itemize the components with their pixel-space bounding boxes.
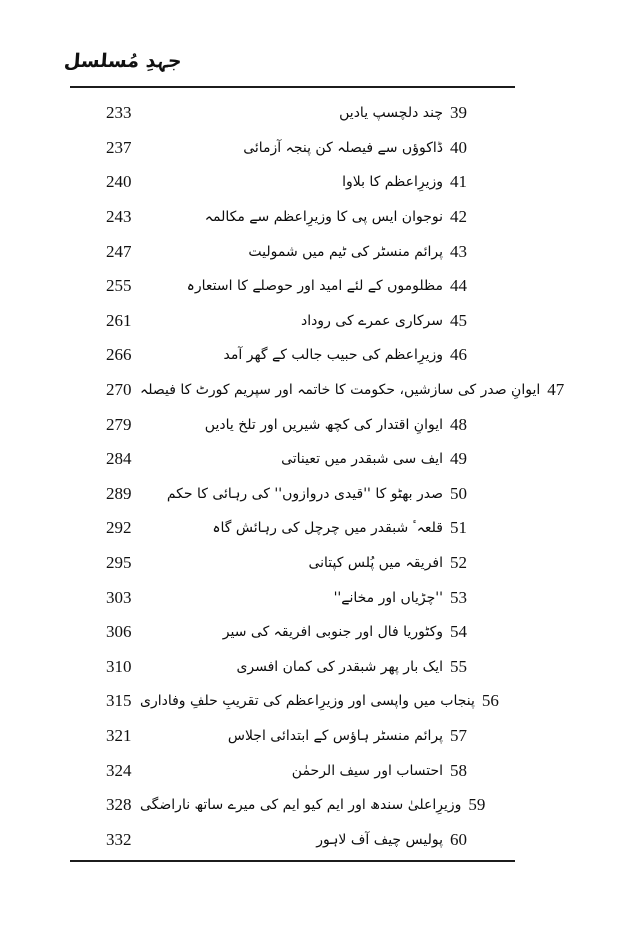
toc-page-number: 310 <box>106 656 132 676</box>
toc-chapter-number: 51 <box>450 518 467 538</box>
toc-entry <box>140 795 485 815</box>
book-title: جہدِ مُسلسل <box>63 50 183 72</box>
toc-chapter-title: ڈاکوؤں سے فیصلہ کن پنجہ آزمائی <box>243 139 443 156</box>
toc-chapter-title: چند دلچسپ یادیں <box>339 105 443 122</box>
toc-page-number: 284 <box>106 449 132 469</box>
toc-entry <box>339 103 467 123</box>
toc-chapter-number: 48 <box>450 414 467 434</box>
toc-row <box>106 442 467 477</box>
bottom-divider <box>70 860 515 862</box>
toc-chapter-number: 57 <box>450 725 467 745</box>
toc-chapter-number: 42 <box>450 207 467 227</box>
toc-list <box>106 96 565 857</box>
toc-page-number: 292 <box>106 518 132 538</box>
toc-entry <box>243 138 467 158</box>
toc-row <box>106 407 467 442</box>
toc-page-number: 261 <box>106 310 132 330</box>
top-divider <box>70 86 515 88</box>
toc-chapter-title: نوجوان ایس پی کا وزیرِاعظم سے مکالمہ <box>204 209 443 226</box>
toc-row <box>106 96 467 131</box>
toc-chapter-number: 56 <box>481 691 499 711</box>
toc-page-number: 237 <box>106 137 132 157</box>
toc-chapter-title: ایوانِ اقتدار کی کچھ شیریں اور تلخ یادیں <box>204 416 443 433</box>
toc-page-number: 255 <box>106 276 132 296</box>
toc-entry <box>308 553 467 573</box>
toc-page-number: 233 <box>106 103 132 123</box>
toc-chapter-number: 43 <box>450 241 467 261</box>
toc-entry <box>167 484 467 504</box>
toc-row <box>106 269 467 304</box>
toc-entry <box>212 518 467 538</box>
toc-row <box>106 165 467 200</box>
toc-chapter-title: ایک بار پھر شبقدر کی کمان افسری <box>236 658 443 675</box>
toc-page-number: 266 <box>106 345 132 365</box>
toc-row <box>106 719 467 754</box>
toc-entry <box>187 276 467 296</box>
toc-entry <box>224 345 467 365</box>
toc-row <box>106 373 565 408</box>
toc-entry <box>301 311 467 331</box>
toc-page-number: 270 <box>106 380 132 400</box>
toc-entry <box>342 172 467 192</box>
toc-chapter-title: افریقہ میں پُلس کپتانی <box>308 555 443 572</box>
toc-page-number: 289 <box>106 483 132 503</box>
toc-chapter-title: قلعہٴ شبقدر میں چرچل کی رہائش گاہ <box>212 520 443 537</box>
toc-chapter-number: 53 <box>450 587 467 607</box>
toc-page-number: 328 <box>106 795 132 815</box>
toc-chapter-title: سرکاری عمرے کی روداد <box>300 312 443 329</box>
toc-chapter-number: 49 <box>450 449 467 469</box>
toc-chapter-title: ''چڑیاں اور مخانے'' <box>333 589 443 606</box>
toc-chapter-title: پرائم منسٹر ہاؤس کے ابتدائی اجلاس <box>227 727 443 744</box>
toc-row <box>106 684 499 719</box>
toc-chapter-number: 47 <box>547 380 565 400</box>
toc-chapter-title: صدر بھٹو کا ''قیدی دروازوں'' کی رہائی کا حکم <box>166 485 443 502</box>
toc-chapter-number: 50 <box>450 483 467 503</box>
toc-entry <box>316 830 467 850</box>
toc-row <box>106 580 467 615</box>
toc-row <box>106 788 486 823</box>
toc-chapter-number: 55 <box>450 656 467 676</box>
toc-chapter-title: پولیس چیف آف لاہور <box>316 831 443 848</box>
toc-page-number: 315 <box>106 691 132 711</box>
toc-page-number: 295 <box>106 553 132 573</box>
toc-entry <box>236 657 467 677</box>
toc-chapter-number: 58 <box>450 760 467 780</box>
toc-entry <box>140 380 564 400</box>
toc-entry <box>140 691 499 711</box>
toc-chapter-number: 44 <box>450 276 467 296</box>
toc-row <box>106 511 467 546</box>
toc-row <box>106 546 467 581</box>
toc-row <box>106 234 467 269</box>
toc-entry <box>205 415 467 435</box>
toc-chapter-title: وزیرِاعظم کی حبیب جالب کے گھر آمد <box>223 347 443 364</box>
toc-row <box>106 822 467 857</box>
toc-chapter-number: 60 <box>450 829 467 849</box>
toc-chapter-title: وکٹوریا فال اور جنوبی افریقہ کی سیر <box>222 624 443 641</box>
toc-row <box>106 753 467 788</box>
toc-chapter-title: پنجاب میں واپسی اور وزیرِاعظم کی تقریبِ حلفِ وفاداری <box>140 693 475 710</box>
toc-entry <box>334 588 467 608</box>
toc-chapter-number: 59 <box>468 795 486 815</box>
toc-row <box>106 477 467 512</box>
toc-chapter-number: 54 <box>450 622 467 642</box>
toc-chapter-number: 46 <box>450 345 467 365</box>
toc-page-number: 303 <box>106 587 132 607</box>
toc-entry <box>281 449 467 469</box>
toc-chapter-title: احتساب اور سیف الرحمٰن <box>291 762 443 779</box>
toc-chapter-number: 41 <box>450 172 467 192</box>
toc-page-number: 324 <box>106 760 132 780</box>
toc-row <box>106 338 467 373</box>
toc-chapter-number: 45 <box>450 310 467 330</box>
toc-chapter-title: ایف سی شبقدر میں تعیناتی <box>281 451 443 468</box>
toc-row <box>106 615 467 650</box>
toc-entry <box>223 622 467 642</box>
toc-row <box>106 650 467 685</box>
toc-chapter-number: 52 <box>450 553 467 573</box>
toc-row <box>106 200 467 235</box>
toc-chapter-title: مظلوموں کے لئے امید اور حوصلے کا استعارہ <box>186 278 443 295</box>
toc-chapter-number: 39 <box>450 103 467 123</box>
toc-entry <box>228 726 467 746</box>
toc-page-number: 243 <box>106 207 132 227</box>
toc-entry <box>248 242 467 262</box>
toc-entry <box>205 207 467 227</box>
toc-page-number: 332 <box>106 829 132 849</box>
toc-chapter-title: ایوانِ صدر کی سازشیں، حکومت کا خاتمہ اور سپریم کورٹ کا فیصلہ <box>140 382 541 399</box>
toc-chapter-number: 40 <box>450 137 467 157</box>
toc-chapter-title: وزیرِاعظم کا بلاوا <box>342 174 443 191</box>
toc-chapter-title: وزیرِاعلیٰ سندھ اور ایم کیو ایم کی میرے ساتھ ناراضگی <box>140 797 462 814</box>
toc-page-number: 247 <box>106 241 132 261</box>
toc-row <box>106 304 467 339</box>
toc-entry <box>292 761 467 781</box>
toc-page-number: 306 <box>106 622 132 642</box>
toc-chapter-title: پرائم منسٹر کی ٹیم میں شمولیت <box>248 243 443 260</box>
toc-row <box>106 131 467 166</box>
toc-page-number: 240 <box>106 172 132 192</box>
toc-page-number: 279 <box>106 414 132 434</box>
toc-page-number: 321 <box>106 725 132 745</box>
